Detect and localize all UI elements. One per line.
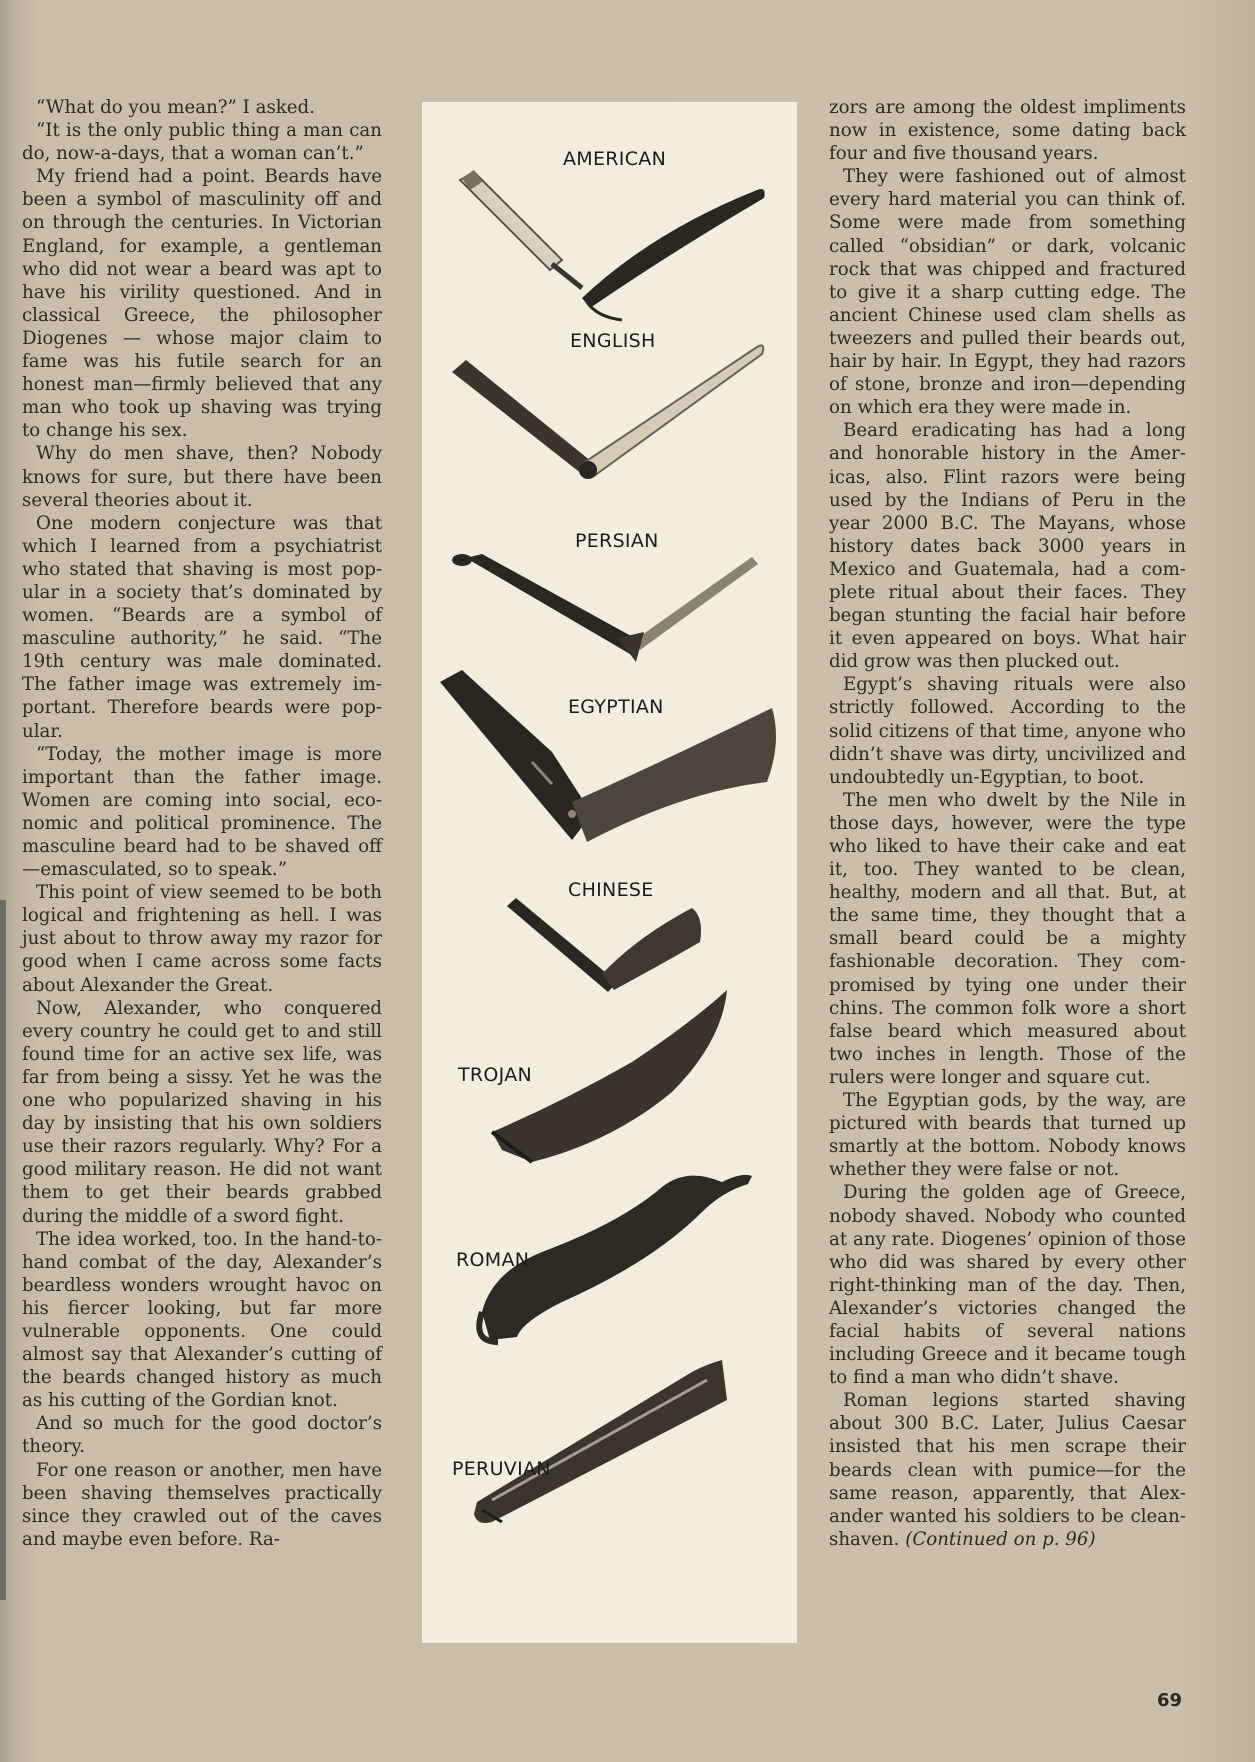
american-razor-image [460, 170, 765, 320]
right-column-paragraph: Beard eradicating has had a long and honorable history in the Americas, also. Flint razors were being used by the Indians of Peru in the year 2000 B.C. The Mayans, whose history dates back 3000 years in Mexico and Guatemala, had a complete ritual about their faces. They began stunting the facial hair before it even appeared on boys. What hair did grow was then plucked out. [829, 420, 1186, 673]
right-column-paragraph: They were fashioned out of almost every hard material you can think of. Some were made from something called “obsidian” or dark, volcanic rock that was chipped and fractured to give it a sharp cutting edge. The ancient Chinese used clam shells as tweezers and pulled their beards out, hair by hair. In Egypt, they had razors of stone, bronze and iron—depending on which era they were made in. [829, 166, 1186, 419]
peruvian-razor-image [474, 1360, 727, 1523]
left-column-paragraph: My friend had a point. Beards have been a symbol of masculinity off and on through the centuries. In Victorian England, for example, a gentleman who did not wear a beard was apt to have his virility questioned. And in classical Greece, the philosopher Diogenes — whose major claim to fame was his futile search for an honest man—firmly believed that any man who took up shaving was trying to change his sex. [22, 166, 382, 442]
article-column-left [22, 96, 382, 1551]
right-column-paragraph: Egypt’s shaving rituals were also strictly followed. According to the solid citizens of that time, anyone who didn’t shave was dirty, uncivilized and undoubtedly un-Egyptian, to boot. [829, 674, 1186, 788]
left-column-paragraph: “What do you mean?” I asked. [36, 97, 315, 118]
razor-label-roman: ROMAN [456, 1249, 530, 1271]
left-column-paragraph: Why do men shave, then? Nobody knows for sure, but there have been several theories about it. [22, 443, 382, 511]
chinese-razor-image [507, 898, 701, 992]
left-column-paragraph: And so much for the good doctor’s theory. [22, 1413, 382, 1458]
page-number: 69 [1157, 1690, 1183, 1711]
right-column-paragraph: During the golden age of Greece, nobody shaved. Nobody who counted at any rate. Diogenes’ opinion of those who did was shared by every other right-thinking man of the day. Then, Alexander’s victories changed the facial habits of several nations including Greece and it became tough to find a man who didn’t shave. [829, 1182, 1186, 1389]
left-column-paragraph: For one reason or another, men have been shaving themselves practically since they crawled out of the caves and maybe even before. Ra- [22, 1459, 382, 1550]
left-column-paragraph: One modern conjecture was that which I learned from a psychiatrist who stated that shaving is most popular in a society that’s dominated by women. “Beards are a symbol of masculine authority,” he said. “The 19th century was male dominated. The father image was extremely important. Therefore beards were popular. [22, 512, 382, 742]
right-column-paragraph: The men who dwelt by the Nile in those days, however, were the type who liked to have their cake and eat it, too. They wanted to be clean, healthy, modern and all that. But, at the same time, they thought that a small beard could be a mighty fashionable decoration. They compromised by tying one under their chins. The common folk wore a short false beard which measured about two inches in length. Those of the rulers were longer and square cut. [829, 789, 1186, 1088]
continued-note: (Continued on p. 96) [905, 1528, 1096, 1550]
razor-label-persian: PERSIAN [575, 530, 659, 552]
left-column-paragraph: The idea worked, too. In the hand-to-hand combat of the day, Alexander’s beardless wonders wrought havoc on his fiercer looking, but far more vulnerable opponents. One could almost say that Alexander’s cutting of the beards changed history as much as his cutting of the Gordian knot. [22, 1228, 382, 1412]
razor-label-american: AMERICAN [563, 148, 667, 170]
english-razor-image [452, 346, 763, 479]
right-column-paragraph [829, 1389, 1186, 1551]
razor-label-egyptian: EGYPTIAN [568, 696, 664, 718]
razor-illustration-panel [422, 102, 797, 1643]
persian-razor-image [452, 554, 758, 662]
binding-edge [0, 900, 6, 1600]
razor-label-peruvian: PERUVIAN [452, 1458, 551, 1480]
left-column-paragraph: Now, Alexander, who conquered every country he could get to and still found time for an active sex life, was far from being a sissy. Yet he was the one who popularized shaving in his day by insisting that his own soldiers use their razors regularly. Why? For a good military reason. He did not want them to get their beards grabbed during the middle of a sword fight. [22, 997, 382, 1227]
left-column-paragraph: “Today, the mother image is more important than the father image. Women are coming into social, economic and political prominence. The masculine beard had to be shaved off—emasculated, so to speak.” [22, 743, 382, 881]
right-column-paragraph: zors are among the oldest impliments now in existence, some dating back four and five thousand years. [829, 97, 1186, 165]
razor-label-chinese: CHINESE [568, 879, 654, 901]
razor-label-english: ENGLISH [570, 330, 656, 352]
razor-label-trojan: TROJAN [458, 1064, 533, 1086]
left-column-paragraph: This point of view seemed to be both logical and frightening as hell. I was just about to throw away my razor for good when I came across some facts about Alexander the Great. [22, 882, 382, 996]
article-column-right [829, 96, 1186, 1551]
last-paragraph-text: Roman legions started shaving about 300 B.C. Later, Julius Caesar insisted that his men scrape their beards clean with pumice—for the same reason, apparently, that Alexander wanted his soldiers to be clean-shaven. [829, 1390, 1186, 1550]
right-column-paragraph: The Egyptian gods, by the way, are pictured with beards that turned up smartly at the bottom. Nobody knows whether they were false or not. [829, 1090, 1186, 1181]
left-column-paragraph: “It is the only public thing a man can do, now-a-days, that a woman can’t.” [22, 120, 382, 165]
